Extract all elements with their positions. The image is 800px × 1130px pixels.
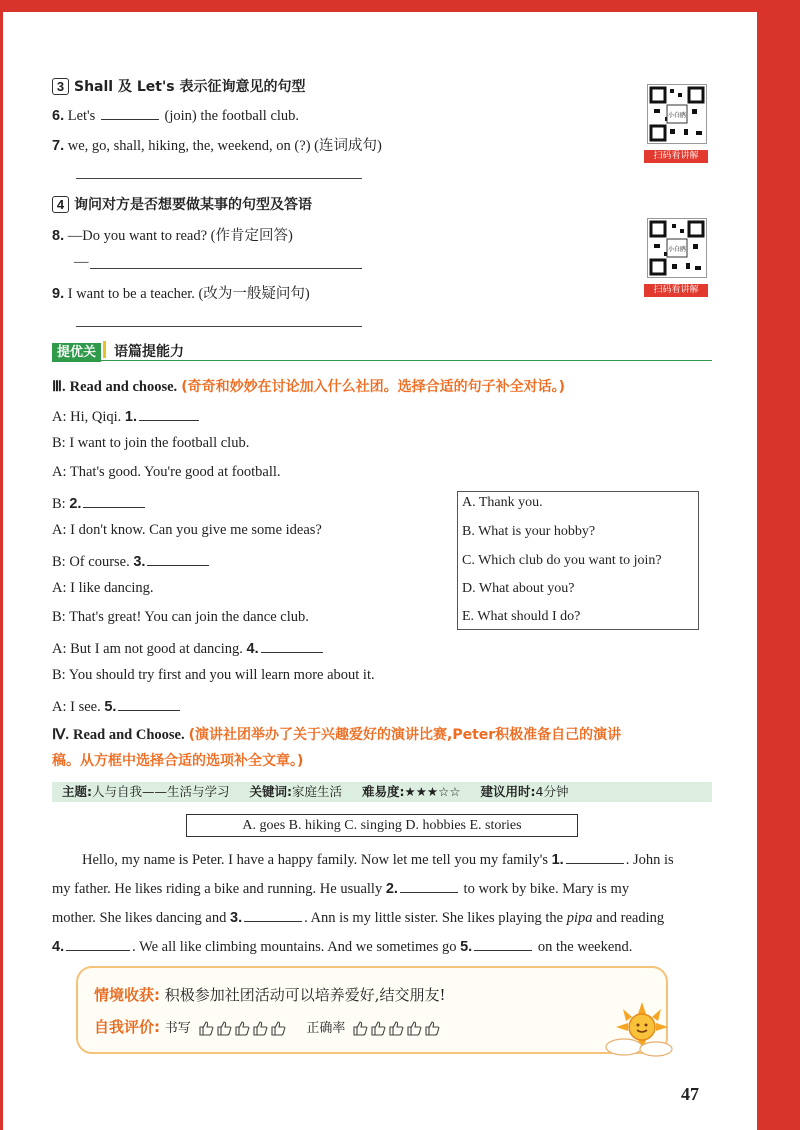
sun-cloud-icon (604, 1000, 674, 1060)
dialogue-blank-number: 2. (69, 496, 82, 512)
part3-roman: Ⅲ. (52, 379, 66, 395)
passage-line-3 (52, 907, 664, 927)
q8-dash: — (74, 254, 89, 270)
dialogue-text: I don't know. Can you give me some ideas? (70, 522, 322, 538)
dialogue-blank[interactable] (147, 551, 209, 566)
part4-roman: Ⅳ. (52, 727, 70, 743)
dialogue-line (52, 435, 249, 452)
passage-3a: mother. She likes dancing and (52, 910, 227, 926)
dialogue-speaker: A: (52, 522, 71, 538)
thumbs-up-icon[interactable] (370, 1020, 386, 1036)
passage-blank-2[interactable] (400, 878, 458, 893)
theme-bar (52, 782, 712, 802)
top-red-border (0, 0, 800, 12)
difficulty-stars: ★★★☆☆ (404, 784, 461, 799)
passage-2b: to work by bike. Mary is my (463, 881, 630, 897)
dialogue-line (52, 551, 211, 571)
option-b[interactable]: B. What is your hobby? (462, 524, 596, 539)
dialogue-line (52, 464, 281, 481)
gain-row (94, 984, 446, 1005)
dialogue-text: But I am not good at dancing. (70, 641, 247, 657)
dialogue-speaker: A: (52, 699, 71, 715)
part3-options-box (457, 491, 699, 630)
thumbs-up-icon[interactable] (388, 1020, 404, 1036)
passage-1a: Hello, my name is Peter. I have a happy family. Now let me tell you my family's (82, 852, 548, 868)
dialogue-text: Of course. (69, 554, 134, 570)
dialogue-line (52, 667, 375, 684)
self-eval-row (94, 1016, 440, 1037)
passage-blank-4-num: 4. (52, 939, 65, 955)
passage-blank-2-num: 2. (385, 881, 398, 897)
qr-pattern-icon (648, 219, 706, 277)
passage-2a: my father. He likes riding a bike and running. He usually (52, 881, 383, 897)
passage-blank-4[interactable] (66, 936, 130, 951)
dialogue-blank[interactable] (261, 638, 323, 653)
option-d[interactable]: D. What about you? (462, 581, 575, 596)
dialogue-text: You should try first and you will learn more about it. (68, 667, 375, 683)
keyword-value: 家庭生活 (292, 784, 343, 799)
dialogue-blank-number: 5. (104, 699, 117, 715)
difficulty-label: 难易度: (362, 784, 405, 799)
dialogue-blank[interactable] (83, 493, 145, 508)
passage-blank-1[interactable] (566, 849, 624, 864)
q6-prefix: Let's (67, 108, 96, 124)
passage-blank-5-num: 5. (460, 939, 473, 955)
dialogue-speaker: B: (52, 496, 70, 512)
thumbs-up-icon[interactable] (216, 1020, 232, 1036)
passage-blank-1-num: 1. (551, 852, 564, 868)
dialogue-line (52, 406, 201, 426)
option-c[interactable]: C. Which club do you want to join? (462, 553, 662, 568)
section4-heading (52, 194, 312, 214)
part4-desc-2: 稿。从方框中选择合适的选项补全文章。) (52, 753, 304, 769)
advance-tag: 提优关 (52, 343, 101, 362)
writing-label: 书写 (164, 1021, 191, 1036)
section3-title: Shall 及 Let's 表示征询意见的句型 (74, 79, 306, 95)
q9-answer-line[interactable] (76, 326, 362, 327)
q8-number: 8. (52, 228, 65, 244)
dialogue-text: I like dancing. (70, 580, 154, 596)
q8-text: —Do you want to read? (作肯定回答) (67, 228, 293, 244)
thumbs-up-icon[interactable] (406, 1020, 422, 1036)
qr-center-label: 小白鸥 (667, 112, 687, 119)
time-value: 4分钟 (535, 784, 569, 799)
left-red-edge (0, 0, 3, 1130)
dialogue-speaker: B: (52, 667, 69, 683)
dialogue-line (52, 638, 325, 658)
part3-heading (52, 376, 565, 396)
self-eval-label: 自我评价: (94, 1018, 160, 1036)
passage-3d: and reading (596, 910, 665, 926)
reflection-box (76, 966, 668, 1054)
dialogue-speaker: A: (52, 580, 71, 596)
dialogue-line (52, 609, 309, 626)
dialogue-line (52, 696, 182, 716)
passage-line-4 (52, 936, 632, 956)
dialogue-text: Hi, Qiqi. (70, 409, 125, 425)
qr-code-2[interactable] (647, 218, 707, 278)
theme-label: 主题: (62, 784, 92, 799)
theme-value: 人与自我——生活与学习 (92, 784, 230, 799)
qr-label-2: 扫码看讲解 (644, 284, 708, 297)
part4-title: Read and Choose. (73, 727, 185, 743)
passage-4b: on the weekend. (537, 939, 633, 955)
option-e[interactable]: E. What should I do? (462, 609, 581, 624)
dialogue-text: I want to join the football club. (69, 435, 250, 451)
keyword-label: 关键词: (249, 784, 292, 799)
qr-pattern-icon (648, 85, 706, 143)
q6-blank[interactable] (101, 105, 159, 120)
q8-answer-line[interactable] (90, 268, 362, 269)
dialogue-speaker: A: (52, 641, 71, 657)
section4-number: 4 (52, 196, 69, 213)
question-9 (52, 282, 310, 303)
dialogue-speaker: B: (52, 609, 70, 625)
section3-number: 3 (52, 78, 69, 95)
thumbs-up-icon[interactable] (424, 1020, 440, 1036)
dialogue-speaker: B: (52, 435, 70, 451)
thumbs-up-icon[interactable] (198, 1020, 214, 1036)
passage-blank-3-num: 3. (230, 910, 243, 926)
passage-line-2 (52, 878, 629, 898)
dialogue-blank[interactable] (118, 696, 180, 711)
q7-answer-line[interactable] (76, 178, 362, 179)
passage-line-1 (82, 849, 674, 869)
section3-heading (52, 76, 305, 96)
passage-3b: . Ann is my little sister. She likes playing the (304, 910, 564, 926)
q6-suffix: (join) the football club. (164, 108, 300, 124)
part4-desc-1: (演讲社团举办了关于兴趣爱好的演讲比赛,Peter积极准备自己的演讲 (188, 727, 622, 743)
q6-number: 6. (52, 108, 65, 124)
advance-banner (52, 341, 184, 362)
dialogue-speaker: A: (52, 464, 70, 480)
dialogue-text: That's great! You can join the dance club. (69, 609, 309, 625)
dialogue-line (52, 522, 322, 539)
part3-desc: (奇奇和妙妙在讨论加入什么社团。选择合适的句子补全对话。) (181, 379, 565, 395)
advance-divider (52, 360, 712, 361)
q7-text: we, go, shall, hiking, the, weekend, on (?) (连词成句) (67, 138, 382, 154)
q7-number: 7. (52, 138, 65, 154)
advance-slash-icon (103, 341, 106, 358)
q9-number: 9. (52, 286, 65, 302)
dialogue-blank-number: 3. (133, 554, 146, 570)
time-label: 建议用时: (480, 784, 536, 799)
thumbs-up-icon[interactable] (352, 1020, 368, 1036)
qr-label-1: 扫码看讲解 (644, 150, 708, 163)
writing-thumbs[interactable] (196, 1018, 286, 1036)
dialogue-blank[interactable] (139, 406, 199, 421)
dialogue-line (52, 580, 153, 597)
thumbs-up-icon[interactable] (234, 1020, 250, 1036)
section4-title: 询问对方是否想要做某事的句型及答语 (74, 197, 312, 213)
qr-center-label: 小白鸥 (667, 246, 687, 253)
passage-blank-5[interactable] (474, 936, 532, 951)
word-bank-box: A. goes B. hiking C. singing D. hobbies E. stories (186, 814, 578, 837)
right-red-border (757, 0, 800, 1130)
dialogue-speaker: B: (52, 554, 70, 570)
part3-title: Read and choose. (69, 379, 178, 395)
question-7 (52, 134, 382, 155)
dialogue-text: That's good. You're good at football. (69, 464, 281, 480)
gain-label: 情境收获: (94, 986, 160, 1004)
passage-4a: . We all like climbing mountains. And we sometimes go (132, 939, 457, 955)
passage-3-pipa: pipa (566, 910, 593, 926)
dialogue-text: I see. (70, 699, 105, 715)
dialogue-blank-number: 1. (124, 409, 137, 425)
thumbs-up-icon[interactable] (270, 1020, 286, 1036)
q9-text: I want to be a teacher. (改为一般疑问句) (67, 286, 310, 302)
part4-heading (52, 724, 621, 744)
gain-text: 积极参加社团活动可以培养爱好,结交朋友! (164, 986, 446, 1004)
thumbs-up-icon[interactable] (252, 1020, 268, 1036)
question-6 (52, 105, 299, 125)
question-8 (52, 224, 293, 245)
option-a[interactable]: A. Thank you. (462, 495, 543, 510)
accuracy-label: 正确率 (306, 1021, 346, 1036)
accuracy-thumbs[interactable] (350, 1018, 440, 1036)
qr-code-1[interactable] (647, 84, 707, 144)
dialogue-speaker: A: (52, 409, 71, 425)
passage-blank-3[interactable] (244, 907, 302, 922)
dialogue-blank-number: 4. (246, 641, 259, 657)
passage-1b: . John is (625, 852, 674, 868)
advance-title: 语篇提能力 (114, 344, 185, 360)
page-number: 47 (681, 1084, 699, 1104)
dialogue-line (52, 493, 147, 513)
